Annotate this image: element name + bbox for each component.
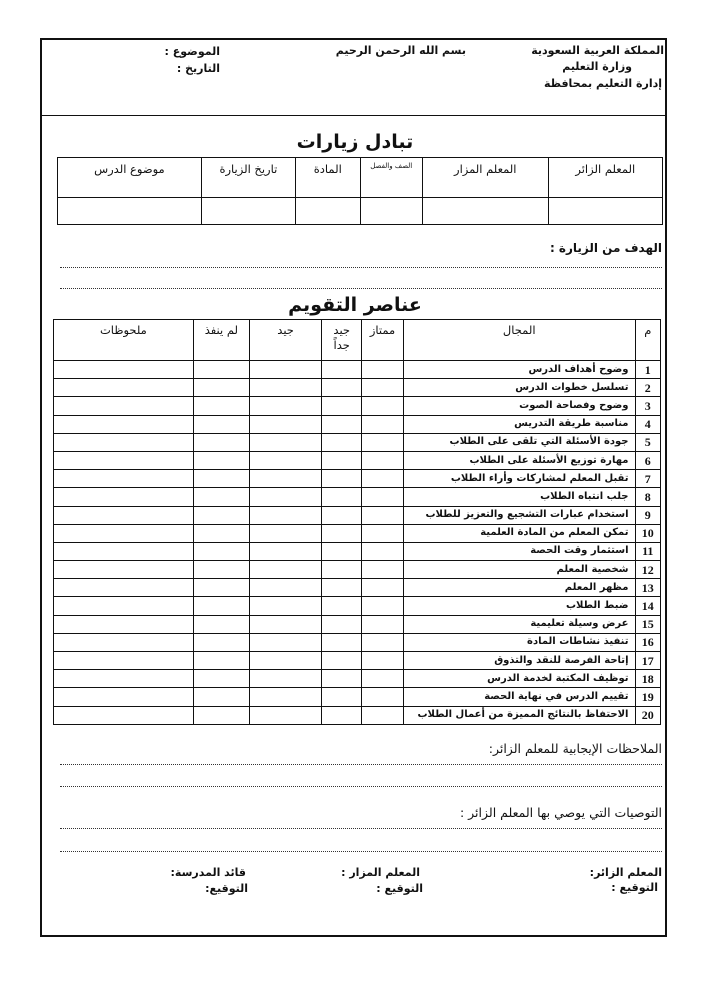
excellent-cell[interactable]: [362, 488, 404, 506]
excellent-cell[interactable]: [362, 579, 404, 597]
row-number: 5: [635, 433, 661, 451]
col-num: م: [635, 320, 661, 361]
notes-cell[interactable]: [54, 688, 194, 706]
notes-cell[interactable]: [54, 597, 194, 615]
notes-cell[interactable]: [54, 615, 194, 633]
good-cell[interactable]: [249, 379, 321, 397]
visited-sign-label: التوقيع :: [376, 882, 423, 895]
row-field: إتاحة الفرصة للنقد والتذوق: [403, 652, 635, 670]
visitor-sign-label: التوقيع :: [611, 881, 658, 894]
date-label: التاريخ :: [176, 62, 220, 75]
subject-label: الموضوع :: [164, 45, 220, 58]
excellent-cell[interactable]: [362, 615, 404, 633]
notes-cell[interactable]: [54, 652, 194, 670]
notes-cell[interactable]: [54, 488, 194, 506]
visited-teacher-label: المعلم المزار :: [341, 866, 420, 879]
evaluation-row: [54, 706, 661, 724]
very-good-cell[interactable]: [322, 361, 362, 379]
row-number: 20: [635, 706, 661, 724]
notes-cell[interactable]: [54, 524, 194, 542]
col-notes: ملحوظات: [54, 320, 194, 361]
good-cell[interactable]: [249, 670, 321, 688]
recommendations-label: التوصيات التي يوصي بها المعلم الزائر :: [459, 805, 662, 820]
very-good-cell[interactable]: [322, 379, 362, 397]
row-field: تقييم الدرس في نهاية الحصة: [403, 688, 635, 706]
row-field: جودة الأسئلة التي تلقى على الطلاب: [403, 433, 635, 451]
good-cell[interactable]: [249, 397, 321, 415]
very-good-cell[interactable]: [322, 688, 362, 706]
col-excellent: ممتاز: [362, 320, 404, 361]
evaluation-row: [54, 688, 661, 706]
row-number: 11: [635, 542, 661, 560]
excellent-cell[interactable]: [362, 652, 404, 670]
good-cell[interactable]: [249, 706, 321, 724]
row-number: 13: [635, 579, 661, 597]
row-number: 2: [635, 379, 661, 397]
excellent-cell[interactable]: [362, 706, 404, 724]
good-cell[interactable]: [249, 561, 321, 579]
excellent-cell[interactable]: [362, 433, 404, 451]
notes-cell[interactable]: [54, 670, 194, 688]
row-field: تسلسل خطوات الدرس: [403, 379, 635, 397]
row-number: 14: [635, 597, 661, 615]
row-field: ضبط الطلاب: [403, 597, 635, 615]
notes-cell[interactable]: [54, 415, 194, 433]
very-good-cell[interactable]: [322, 597, 362, 615]
good-cell[interactable]: [249, 361, 321, 379]
good-cell[interactable]: [249, 451, 321, 469]
evaluation-row: [54, 506, 661, 524]
not-done-cell[interactable]: [193, 615, 249, 633]
col-very-good: جيد جداً: [322, 320, 362, 361]
excellent-cell[interactable]: [362, 670, 404, 688]
good-cell[interactable]: [249, 524, 321, 542]
evaluation-row: [54, 524, 661, 542]
not-done-cell[interactable]: [193, 451, 249, 469]
col-not-done: لم ينفذ: [193, 320, 249, 361]
row-field: استثمار وقت الحصة: [403, 542, 635, 560]
very-good-cell[interactable]: [322, 506, 362, 524]
good-cell[interactable]: [249, 506, 321, 524]
col-field: المجال: [403, 320, 635, 361]
basmala: بسم الله الرحمن الرحيم: [335, 44, 466, 57]
row-number: 8: [635, 488, 661, 506]
not-done-cell[interactable]: [193, 433, 249, 451]
visit-date-cell[interactable]: [201, 198, 295, 225]
very-good-cell[interactable]: [322, 615, 362, 633]
excellent-cell[interactable]: [362, 397, 404, 415]
notes-cell[interactable]: [54, 542, 194, 560]
good-cell[interactable]: [249, 633, 321, 651]
good-cell[interactable]: [249, 433, 321, 451]
very-good-cell[interactable]: [322, 652, 362, 670]
visitor-teacher-label: المعلم الزائر:: [589, 866, 662, 879]
not-done-cell[interactable]: [193, 579, 249, 597]
evaluation-row: [54, 470, 661, 488]
col-visited-teacher: المعلم المزار: [422, 158, 548, 198]
very-good-cell[interactable]: [322, 524, 362, 542]
very-good-cell[interactable]: [322, 579, 362, 597]
row-number: 16: [635, 633, 661, 651]
row-field: جلب انتباه الطلاب: [403, 488, 635, 506]
evaluation-row: [54, 633, 661, 651]
visit-input-row: [58, 198, 663, 225]
not-done-cell[interactable]: [193, 415, 249, 433]
notes-cell[interactable]: [54, 706, 194, 724]
evaluation-row: [54, 670, 661, 688]
very-good-cell[interactable]: [322, 451, 362, 469]
good-cell[interactable]: [249, 470, 321, 488]
excellent-cell[interactable]: [362, 524, 404, 542]
visit-goal-label: الهدف من الزيارة :: [549, 241, 662, 255]
notes-cell[interactable]: [54, 433, 194, 451]
row-field: الاحتفاظ بالنتائج المميزة من أعمال الطلاب: [403, 706, 635, 724]
evaluation-row: [54, 433, 661, 451]
row-number: 10: [635, 524, 661, 542]
evaluation-row: [54, 397, 661, 415]
evaluation-row: [54, 415, 661, 433]
evaluation-row: [54, 615, 661, 633]
row-field: تنفيذ نشاطات المادة: [403, 633, 635, 651]
not-done-cell[interactable]: [193, 506, 249, 524]
row-number: 7: [635, 470, 661, 488]
evaluation-table: [53, 319, 661, 725]
very-good-cell[interactable]: [322, 561, 362, 579]
col-class: الصف والفصل: [360, 158, 422, 198]
evaluation-row: [54, 488, 661, 506]
ministry-name: وزارة التعليم: [562, 60, 632, 73]
excellent-cell[interactable]: [362, 379, 404, 397]
positive-notes-label: الملاحظات الإيجابية للمعلم الزائر:: [488, 741, 662, 756]
row-number: 6: [635, 451, 661, 469]
not-done-cell[interactable]: [193, 488, 249, 506]
row-number: 18: [635, 670, 661, 688]
row-field: مظهر المعلم: [403, 579, 635, 597]
row-number: 17: [635, 652, 661, 670]
evaluation-row: [54, 361, 661, 379]
row-field: توظيف المكتبة لخدمة الدرس: [403, 670, 635, 688]
excellent-cell[interactable]: [362, 361, 404, 379]
evaluation-row: [54, 652, 661, 670]
notes-cell[interactable]: [54, 633, 194, 651]
goal-line-2[interactable]: [60, 288, 662, 289]
excellent-cell[interactable]: [362, 561, 404, 579]
recommendations-line-1[interactable]: [60, 828, 662, 829]
row-number: 19: [635, 688, 661, 706]
very-good-cell[interactable]: [322, 633, 362, 651]
good-cell[interactable]: [249, 615, 321, 633]
col-visitor-teacher: المعلم الزائر: [548, 158, 662, 198]
notes-cell[interactable]: [54, 561, 194, 579]
not-done-cell[interactable]: [193, 688, 249, 706]
department-name: إدارة التعليم بمحافظة: [543, 77, 662, 90]
not-done-cell[interactable]: [193, 470, 249, 488]
good-cell[interactable]: [249, 488, 321, 506]
col-lesson-topic: موضوع الدرس: [58, 158, 202, 198]
row-field: وضوح أهداف الدرس: [403, 361, 635, 379]
excellent-cell[interactable]: [362, 688, 404, 706]
excellent-cell[interactable]: [362, 597, 404, 615]
evaluation-row: [54, 561, 661, 579]
row-number: 1: [635, 361, 661, 379]
very-good-cell[interactable]: [322, 415, 362, 433]
not-done-cell[interactable]: [193, 524, 249, 542]
visit-exchange-title: تبادل زيارات: [296, 131, 414, 153]
not-done-cell[interactable]: [193, 706, 249, 724]
row-number: 4: [635, 415, 661, 433]
positive-notes-line-1[interactable]: [60, 764, 662, 765]
notes-cell[interactable]: [54, 451, 194, 469]
excellent-cell[interactable]: [362, 415, 404, 433]
notes-cell[interactable]: [54, 506, 194, 524]
col-visit-date: تاريخ الزيارة: [201, 158, 295, 198]
very-good-cell[interactable]: [322, 670, 362, 688]
row-field: تقبل المعلم لمشاركات وأراء الطلاب: [403, 470, 635, 488]
row-field: مناسبة طريقة التدريس: [403, 415, 635, 433]
row-field: عرض وسيلة تعليمية: [403, 615, 635, 633]
row-number: 3: [635, 397, 661, 415]
good-cell[interactable]: [249, 542, 321, 560]
header-divider: [40, 115, 667, 116]
notes-cell[interactable]: [54, 579, 194, 597]
evaluation-row: [54, 451, 661, 469]
very-good-cell[interactable]: [322, 470, 362, 488]
col-subject: المادة: [295, 158, 360, 198]
row-field: وضوح وفصاحة الصوت: [403, 397, 635, 415]
notes-cell[interactable]: [54, 379, 194, 397]
not-done-cell[interactable]: [193, 633, 249, 651]
principal-sign-label: التوقيع:: [205, 882, 248, 895]
recommendations-line-2[interactable]: [60, 851, 662, 852]
notes-cell[interactable]: [54, 470, 194, 488]
very-good-cell[interactable]: [322, 488, 362, 506]
row-field: مهارة توزيع الأسئلة على الطلاب: [403, 451, 635, 469]
not-done-cell[interactable]: [193, 361, 249, 379]
not-done-cell[interactable]: [193, 597, 249, 615]
row-number: 15: [635, 615, 661, 633]
visitor-teacher-cell[interactable]: [548, 198, 662, 225]
principal-label: قائد المدرسة:: [170, 866, 246, 879]
very-good-cell[interactable]: [322, 542, 362, 560]
excellent-cell[interactable]: [362, 633, 404, 651]
col-good: جيد: [249, 320, 321, 361]
not-done-cell[interactable]: [193, 397, 249, 415]
good-cell[interactable]: [249, 579, 321, 597]
row-number: 12: [635, 561, 661, 579]
subject-cell[interactable]: [295, 198, 360, 225]
kingdom-name: المملكة العربية السعودية: [531, 44, 664, 57]
excellent-cell[interactable]: [362, 451, 404, 469]
visit-table: [57, 157, 663, 225]
good-cell[interactable]: [249, 597, 321, 615]
very-good-cell[interactable]: [322, 397, 362, 415]
row-field: تمكن المعلم من المادة العلمية: [403, 524, 635, 542]
excellent-cell[interactable]: [362, 542, 404, 560]
goal-line-1[interactable]: [60, 267, 662, 268]
notes-cell[interactable]: [54, 361, 194, 379]
notes-cell[interactable]: [54, 397, 194, 415]
evaluation-row: [54, 579, 661, 597]
excellent-cell[interactable]: [362, 470, 404, 488]
row-field: شخصية المعلم: [403, 561, 635, 579]
very-good-cell[interactable]: [322, 433, 362, 451]
lesson-topic-cell[interactable]: [58, 198, 202, 225]
very-good-cell[interactable]: [322, 706, 362, 724]
evaluation-row: [54, 379, 661, 397]
excellent-cell[interactable]: [362, 506, 404, 524]
not-done-cell[interactable]: [193, 670, 249, 688]
visited-teacher-cell[interactable]: [422, 198, 548, 225]
not-done-cell[interactable]: [193, 561, 249, 579]
evaluation-row: [54, 597, 661, 615]
positive-notes-line-2[interactable]: [60, 786, 662, 787]
not-done-cell[interactable]: [193, 542, 249, 560]
evaluation-row: [54, 542, 661, 560]
good-cell[interactable]: [249, 415, 321, 433]
good-cell[interactable]: [249, 652, 321, 670]
good-cell[interactable]: [249, 688, 321, 706]
row-field: استخدام عبارات التشجيع والتعزيز للطلاب: [403, 506, 635, 524]
not-done-cell[interactable]: [193, 652, 249, 670]
row-number: 9: [635, 506, 661, 524]
not-done-cell[interactable]: [193, 379, 249, 397]
class-cell[interactable]: [360, 198, 422, 225]
evaluation-title: عناصر التقويم: [288, 294, 422, 316]
